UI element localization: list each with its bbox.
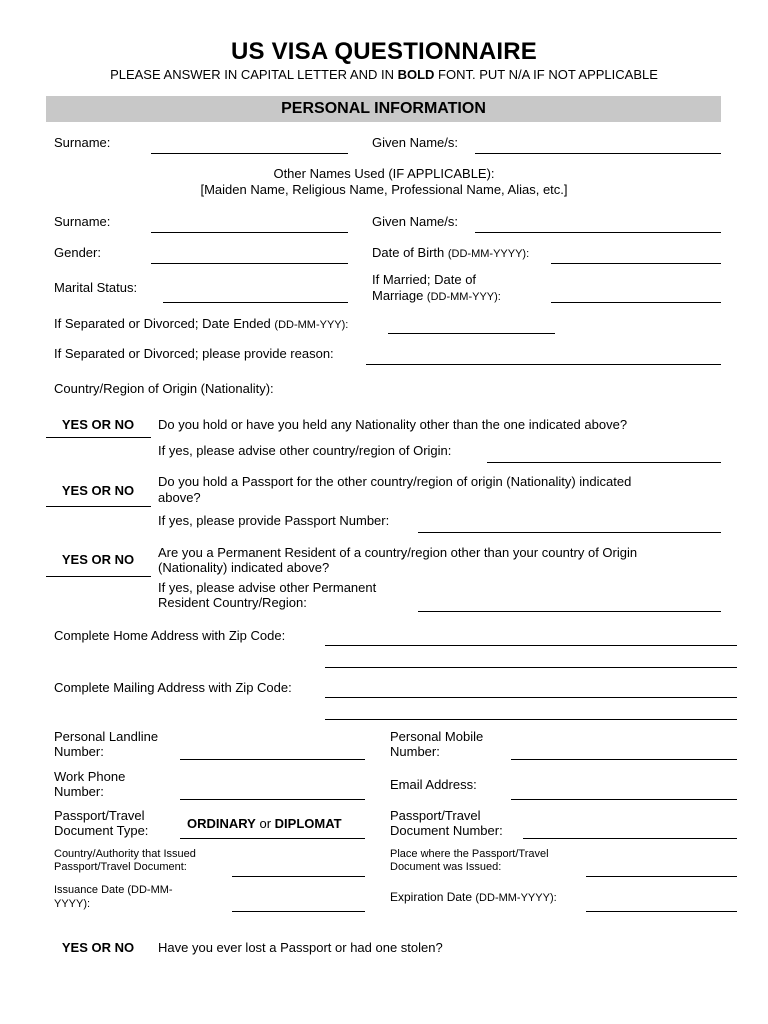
marriage-date-format: (DD-MM-YYY): (426, 291, 501, 303)
issuance-date-label-1 (54, 883, 173, 897)
doc-number-label-2: Document Number: (390, 823, 503, 838)
yes-no-answer-4[interactable]: YES OR NO (61, 940, 135, 955)
doc-type-diplomat[interactable]: DIPLOMAT (274, 816, 342, 831)
other-passport-number-label: If yes, please provide Passport Number: (158, 513, 390, 528)
other-given-names-field[interactable] (475, 232, 721, 233)
question-lost-passport: Have you ever lost a Passport or had one stolen? (158, 940, 443, 955)
marital-status-label: Marital Status: (54, 280, 138, 295)
separated-reason-label: If Separated or Divorced; please provide reason: (54, 346, 334, 361)
expiration-date-format: (DD-MM-YYYY): (475, 892, 557, 904)
question-other-passport-2: above? (158, 490, 201, 505)
doc-type-label-1: Passport/Travel (54, 808, 145, 823)
email-label: Email Address: (390, 777, 477, 792)
mailing-address-field-2[interactable] (325, 719, 737, 720)
form-instructions (0, 67, 768, 82)
separated-reason-field[interactable] (366, 364, 721, 365)
yes-no-answer-3[interactable]: YES OR NO (61, 552, 135, 567)
work-phone-field[interactable] (180, 799, 365, 800)
instructions-text-1: PLEASE ANSWER IN CAPITAL LETTER AND IN (110, 67, 398, 82)
mailing-address-field-1[interactable] (325, 697, 737, 698)
issuing-authority-field[interactable] (232, 876, 365, 877)
permanent-resident-country-label-1: If yes, please advise other Permanent (158, 580, 377, 595)
separated-date-format: (DD-MM-YYY): (274, 319, 349, 331)
other-passport-number-field[interactable] (418, 532, 721, 533)
dob-format: (DD-MM-YYYY): (447, 248, 530, 260)
doc-type-field[interactable] (180, 838, 365, 839)
issuance-date-field[interactable] (232, 911, 365, 912)
home-address-field-1[interactable] (325, 645, 737, 646)
question-permanent-resident-2: (Nationality) indicated above? (158, 560, 330, 575)
place-issued-label-2: Document was Issued: (390, 861, 502, 873)
marriage-date-field[interactable] (551, 302, 721, 303)
work-phone-label-2: Number: (54, 784, 104, 799)
place-issued-label-1: Place where the Passport/Travel (390, 848, 549, 860)
separated-date-field[interactable] (388, 333, 555, 334)
other-names-heading: Other Names Used (IF APPLICABLE): (273, 166, 495, 181)
email-field[interactable] (511, 799, 737, 800)
other-surname-field[interactable] (151, 232, 348, 233)
other-country-label: If yes, please advise other country/region of Origin: (158, 443, 452, 458)
question-permanent-resident-1: Are you a Permanent Resident of a country/region other than your country of Origin (158, 545, 638, 560)
doc-type-ordinary[interactable]: ORDINARY (187, 816, 256, 831)
other-country-field[interactable] (487, 462, 721, 463)
given-names-field[interactable] (475, 153, 721, 154)
landline-field[interactable] (180, 759, 365, 760)
issuance-date-format-2: YYYY): (54, 898, 91, 910)
instructions-bold-word: BOLD (397, 67, 435, 82)
other-given-names-label: Given Name/s: (372, 214, 458, 229)
mobile-label-1: Personal Mobile (390, 729, 484, 744)
marital-status-field[interactable] (163, 302, 348, 303)
surname-label: Surname: (54, 135, 111, 150)
question-other-passport-1: Do you hold a Passport for the other country/region of origin (Nationality) indicated (158, 474, 632, 489)
marriage-date-label-text: Marriage (372, 288, 427, 303)
expiration-date-label-text: Expiration Date (390, 890, 476, 904)
dob-field[interactable] (551, 263, 721, 264)
dob-label-text: Date of Birth (372, 245, 448, 260)
permanent-resident-country-field[interactable] (418, 611, 721, 612)
mobile-field[interactable] (511, 759, 737, 760)
issuing-authority-label-1: Country/Authority that Issued (54, 848, 196, 860)
form-title: US VISA QUESTIONNAIRE (230, 38, 538, 65)
yes-no-underline-1 (46, 437, 151, 438)
separated-date-label (54, 316, 348, 333)
landline-label-2: Number: (54, 744, 104, 759)
doc-number-field[interactable] (523, 838, 737, 839)
dob-label (372, 245, 529, 262)
landline-label-1: Personal Landline (54, 729, 159, 744)
home-address-label: Complete Home Address with Zip Code: (54, 628, 286, 643)
other-surname-label: Surname: (54, 214, 111, 229)
issuing-authority-label-2: Passport/Travel Document: (54, 861, 187, 873)
gender-label: Gender: (54, 245, 101, 260)
question-other-nationality: Do you hold or have you held any Nationality other than the one indicated above? (158, 417, 628, 432)
doc-type-or: or (255, 816, 275, 831)
expiration-date-label (390, 890, 557, 906)
mailing-address-label: Complete Mailing Address with Zip Code: (54, 680, 292, 695)
doc-type-label-2: Document Type: (54, 823, 149, 838)
expiration-date-field[interactable] (586, 911, 737, 912)
doc-number-label-1: Passport/Travel (390, 808, 481, 823)
given-names-label: Given Name/s: (372, 135, 458, 150)
yes-no-underline-3 (46, 576, 151, 577)
country-origin-label: Country/Region of Origin (Nationality): (54, 381, 274, 396)
instructions-text-2: FONT. PUT N/A IF NOT APPLICABLE (434, 67, 658, 82)
permanent-resident-country-label-2: Resident Country/Region: (158, 595, 307, 610)
home-address-field-2[interactable] (325, 667, 737, 668)
mobile-label-2: Number: (390, 744, 440, 759)
marriage-date-label-2 (372, 288, 501, 305)
section-personal-information: PERSONAL INFORMATION (46, 96, 721, 122)
place-issued-field[interactable] (586, 876, 737, 877)
separated-date-label-text: If Separated or Divorced; Date Ended (54, 316, 275, 331)
doc-type-options[interactable] (187, 816, 342, 831)
other-names-examples: [Maiden Name, Religious Name, Professional Name, Alias, etc.] (200, 182, 568, 197)
marriage-date-label-1: If Married; Date of (372, 272, 477, 287)
surname-field[interactable] (151, 153, 348, 154)
gender-field[interactable] (151, 263, 348, 264)
work-phone-label-1: Work Phone (54, 769, 126, 784)
yes-no-answer-1[interactable]: YES OR NO (61, 417, 135, 432)
issuance-date-format-1: (DD-MM- (127, 884, 173, 896)
yes-no-underline-2 (46, 506, 151, 507)
issuance-date-label-text: Issuance Date (54, 884, 128, 896)
yes-no-answer-2[interactable]: YES OR NO (61, 483, 135, 498)
